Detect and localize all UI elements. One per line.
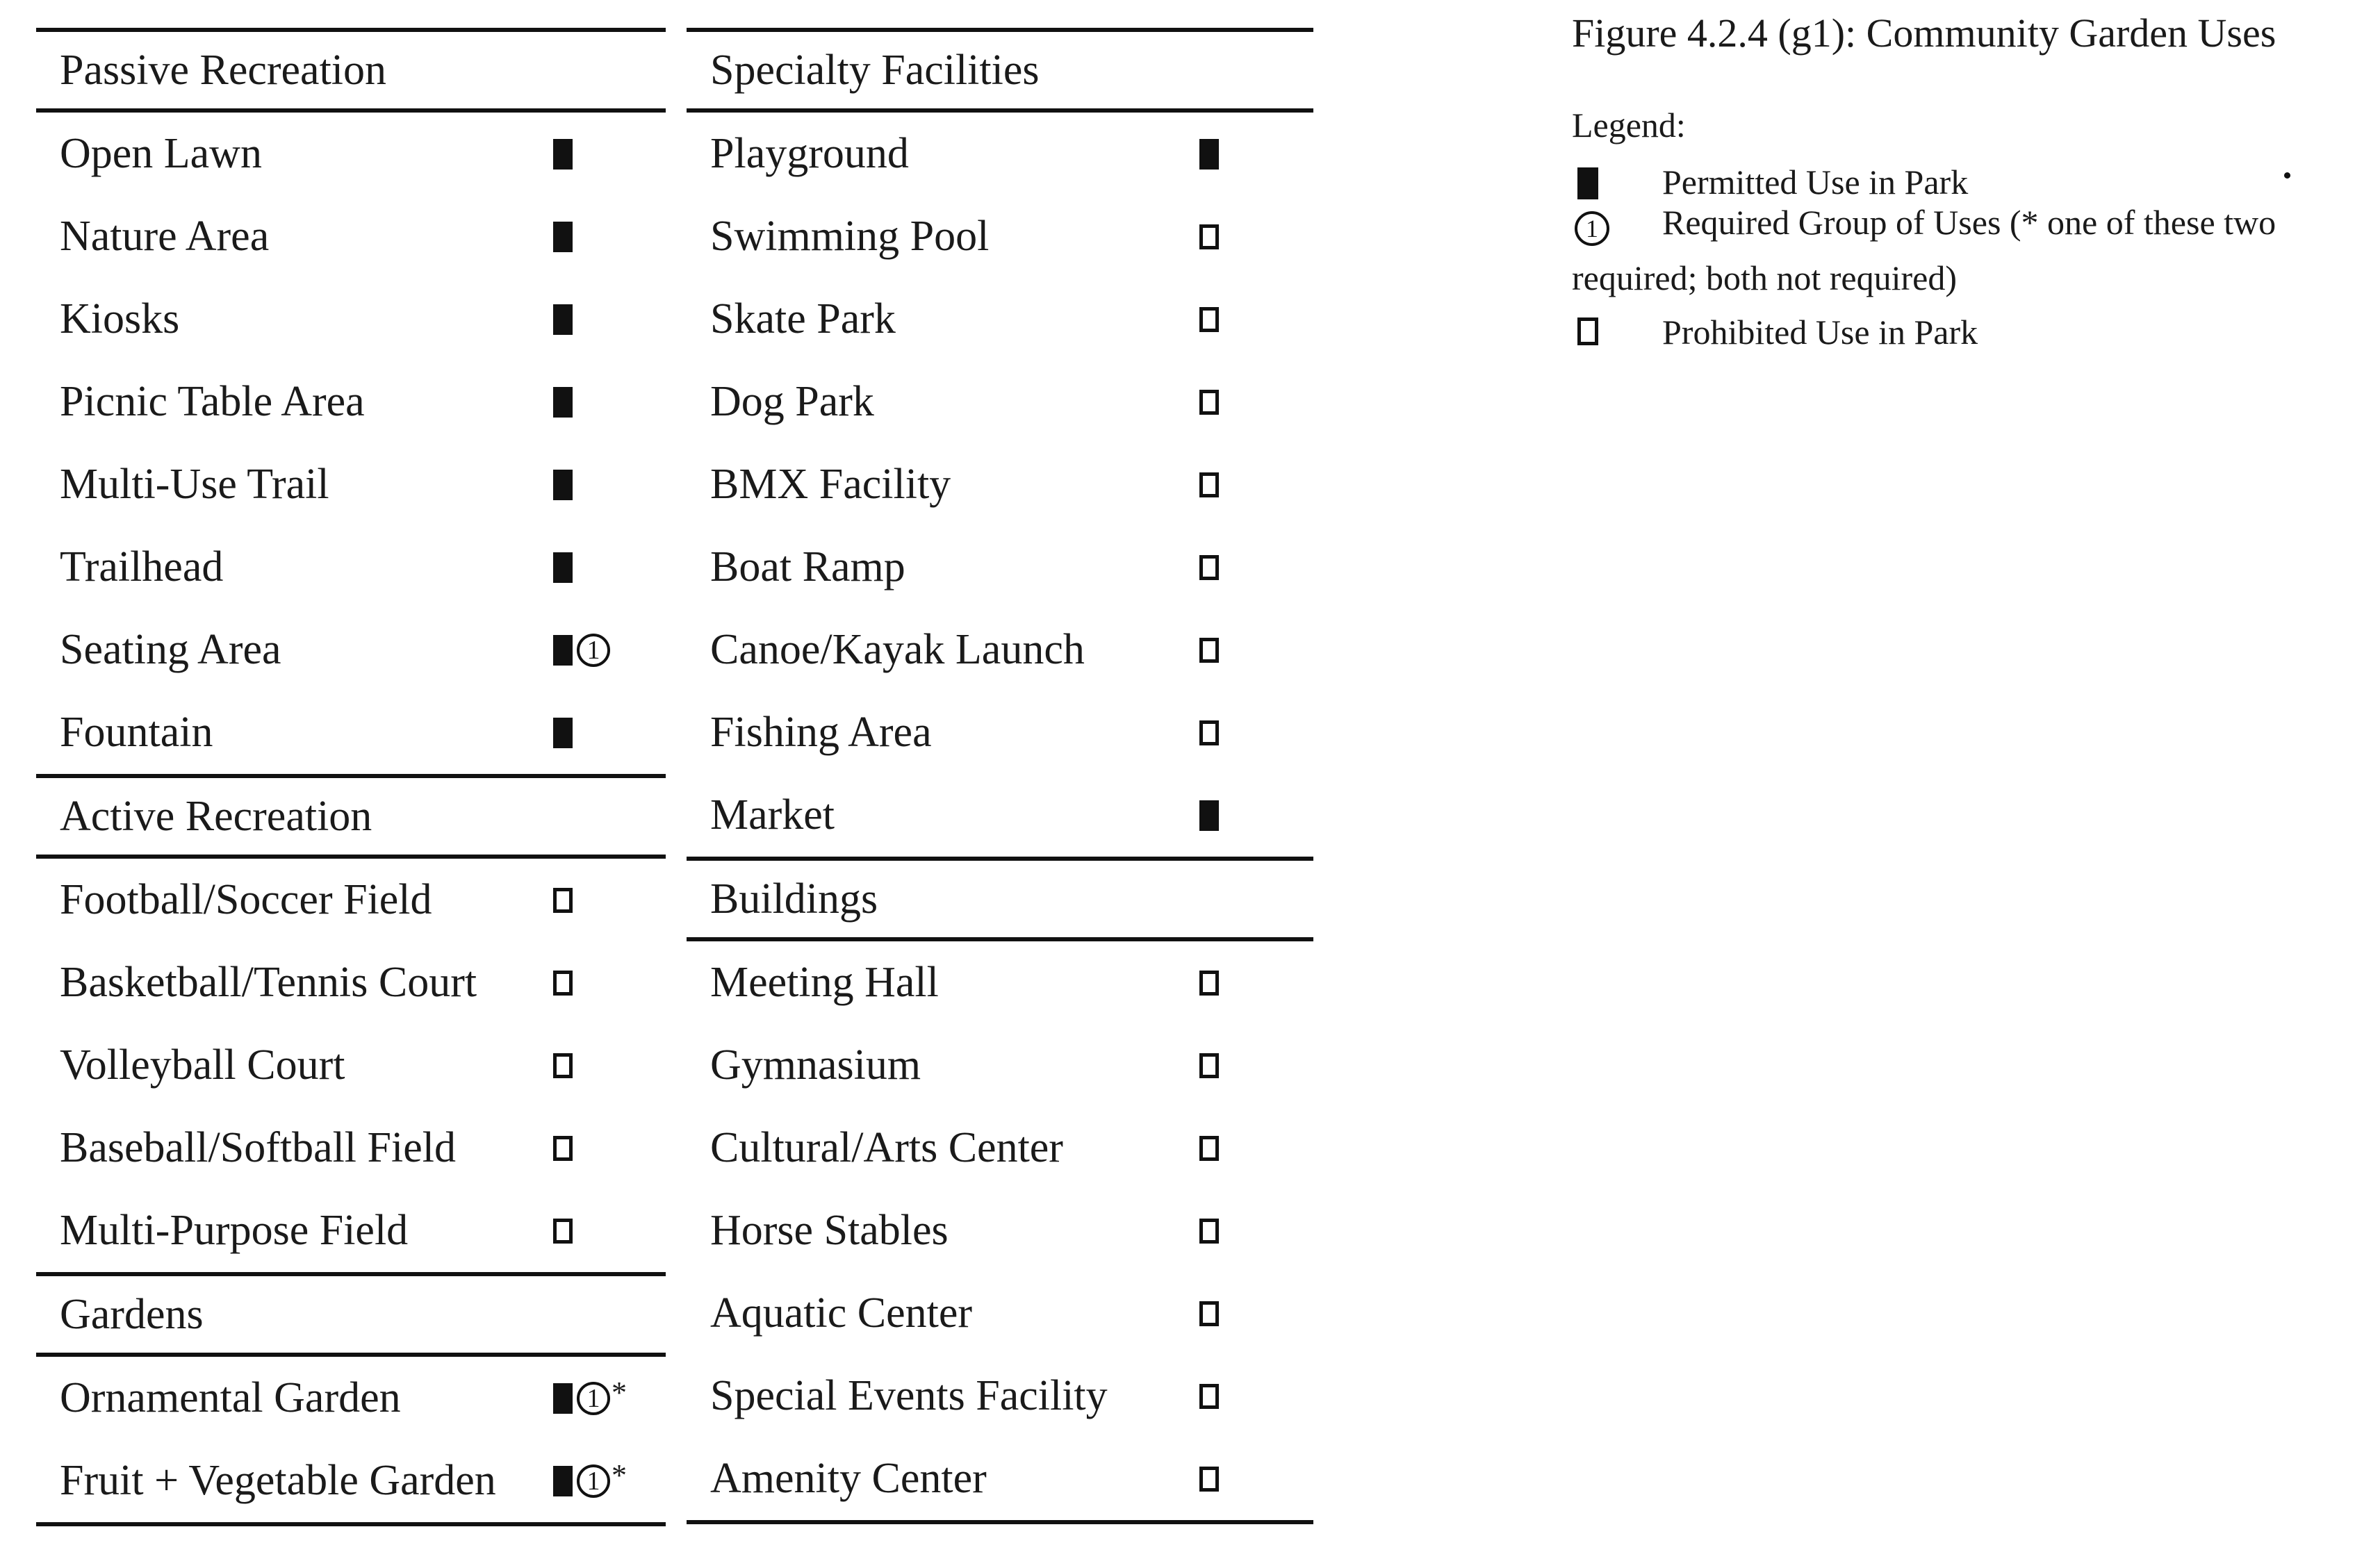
use-row-baseball-softball-field (36, 1107, 666, 1189)
use-row-fishing-area (687, 691, 1313, 774)
permitted-square-icon (1199, 139, 1219, 170)
required-group-circle-icon: 1 (1575, 205, 1609, 246)
prohibited-square-icon (1199, 720, 1219, 745)
use-row-trailhead (36, 526, 666, 609)
use-symbol (1199, 774, 1219, 857)
legend-required-group-text: Required Group of Uses (* one of these two (1662, 203, 2276, 242)
stray-dot-mark (2284, 172, 2290, 179)
use-symbol (1199, 1355, 1219, 1437)
use-label: Football/Soccer Field (60, 876, 432, 923)
permitted-square-icon (553, 139, 573, 170)
use-row-football-soccer-field (36, 859, 666, 941)
use-label: Canoe/Kayak Launch (710, 626, 1085, 673)
use-row-canoe-kayak-launch (687, 609, 1313, 691)
permitted-square-icon (553, 1383, 573, 1414)
required-group-circle-icon: 1 (577, 1464, 610, 1498)
prohibited-square-icon (1199, 1384, 1219, 1409)
use-label: Amenity Center (710, 1455, 987, 1502)
use-row-special-events-facility (687, 1355, 1313, 1437)
use-label: Fishing Area (710, 709, 932, 756)
use-symbol (1199, 195, 1219, 278)
use-label: Fruit + Vegetable Garden (60, 1457, 496, 1504)
use-label: Gymnasium (710, 1041, 921, 1089)
use-row-market (687, 774, 1313, 857)
use-symbol (1199, 526, 1219, 609)
use-symbol (1199, 941, 1219, 1024)
prohibited-square-icon (553, 1136, 573, 1161)
required-group-circle-icon: 1 (577, 634, 610, 667)
legend-item-permitted (1572, 162, 2350, 202)
prohibited-square-icon (1199, 971, 1219, 996)
use-symbol (553, 941, 573, 1024)
rule (687, 1520, 1313, 1524)
use-label: Seating Area (60, 626, 281, 673)
section-title-passive-recreation: Passive Recreation (60, 47, 387, 94)
permitted-square-icon (553, 222, 573, 252)
use-label: Nature Area (60, 213, 270, 260)
use-label: BMX Facility (710, 461, 951, 508)
use-symbol (1199, 113, 1219, 195)
prohibited-square-icon (1199, 307, 1219, 332)
use-row-dog-park (687, 361, 1313, 443)
use-symbol (1199, 278, 1219, 361)
use-symbol (553, 859, 573, 941)
permitted-square-icon (553, 304, 573, 335)
use-row-open-lawn (36, 113, 666, 195)
section-title-gardens: Gardens (60, 1291, 204, 1338)
prohibited-square-icon (1199, 1053, 1219, 1078)
use-label: Ornamental Garden (60, 1374, 401, 1421)
active-recreation-rows (36, 859, 666, 1272)
use-symbol (553, 113, 573, 195)
use-row-cultural-arts-center (687, 1107, 1313, 1189)
use-row-meeting-hall (687, 941, 1313, 1024)
permitted-square-icon (553, 1466, 573, 1496)
use-row-amenity-center (687, 1437, 1313, 1520)
use-symbol (553, 609, 610, 691)
use-symbol (553, 195, 573, 278)
buildings-rows (687, 941, 1313, 1520)
left-uses-column (36, 28, 666, 1526)
prohibited-square-icon (1199, 1467, 1219, 1492)
use-symbol (1199, 1189, 1219, 1272)
use-row-multi-purpose-field (36, 1189, 666, 1272)
use-symbol (553, 443, 573, 526)
use-row-swimming-pool (687, 195, 1313, 278)
use-symbol (553, 691, 573, 774)
prohibited-square-icon (553, 1053, 573, 1078)
use-symbol (553, 361, 573, 443)
use-label: Meeting Hall (710, 959, 939, 1006)
section-title-specialty-facilities: Specialty Facilities (710, 47, 1040, 94)
use-row-basketball-tennis-court (36, 941, 666, 1024)
legend-item-required-group (1572, 202, 2350, 242)
use-label: Special Events Facility (710, 1372, 1108, 1419)
use-label: Skate Park (710, 295, 896, 343)
use-row-aquatic-center (687, 1272, 1313, 1355)
use-row-boat-ramp (687, 526, 1313, 609)
permitted-square-icon (553, 387, 573, 418)
legend-required-group-continuation: required; both not required) (1572, 258, 1957, 297)
rule (36, 1522, 666, 1526)
use-label: Kiosks (60, 295, 180, 343)
use-symbol (553, 1189, 573, 1272)
use-symbol (1199, 361, 1219, 443)
section-title-active-recreation: Active Recreation (60, 793, 372, 840)
use-symbol (1199, 443, 1219, 526)
prohibited-square-icon (553, 888, 573, 913)
use-symbol (1199, 691, 1219, 774)
use-symbol (553, 1107, 573, 1189)
use-row-picnic-table-area (36, 361, 666, 443)
prohibited-square-icon (1199, 472, 1219, 497)
permitted-square-icon (553, 552, 573, 583)
permitted-square-icon (1199, 800, 1219, 831)
specialty-facilities-rows (687, 113, 1313, 857)
use-symbol (553, 1439, 627, 1522)
use-label: Playground (710, 130, 909, 177)
prohibited-square-icon (1199, 1301, 1219, 1326)
permitted-square-icon (553, 635, 573, 666)
asterisk-mark: * (612, 1376, 627, 1410)
use-row-skate-park (687, 278, 1313, 361)
permitted-square-icon (1577, 167, 1598, 199)
use-symbol (553, 1357, 627, 1439)
prohibited-square-icon (553, 1219, 573, 1244)
use-row-multi-use-trail (36, 443, 666, 526)
figure-legend-panel (1572, 10, 2350, 352)
use-symbol (1199, 1024, 1219, 1107)
required-group-circle-icon: 1 (577, 1382, 610, 1415)
gardens-rows (36, 1357, 666, 1522)
use-label: Multi-Purpose Field (60, 1207, 409, 1254)
use-label: Multi-Use Trail (60, 461, 329, 508)
prohibited-square-icon (1577, 317, 1598, 345)
section-title-buildings: Buildings (710, 875, 878, 923)
use-row-bmx-facility (687, 443, 1313, 526)
use-label: Basketball/Tennis Court (60, 959, 477, 1006)
permitted-square-icon (553, 718, 573, 748)
use-row-fountain (36, 691, 666, 774)
use-row-fruit-vegetable-garden (36, 1439, 666, 1522)
legend-title: Legend: (1572, 106, 1686, 145)
figure-title: Figure 4.2.4 (g1): Community Garden Uses (1572, 10, 2276, 56)
use-label: Horse Stables (710, 1207, 949, 1254)
use-label: Cultural/Arts Center (710, 1124, 1063, 1171)
passive-recreation-rows (36, 113, 666, 774)
asterisk-mark: * (612, 1458, 627, 1492)
use-label: Boat Ramp (710, 543, 905, 591)
use-row-horse-stables (687, 1189, 1313, 1272)
use-row-ornamental-garden (36, 1357, 666, 1439)
prohibited-square-icon (1199, 555, 1219, 580)
use-symbol (1199, 609, 1219, 691)
permitted-square-icon (553, 470, 573, 500)
use-label: Open Lawn (60, 130, 262, 177)
legend-permitted-text: Permitted Use in Park (1662, 163, 1969, 201)
use-label: Aquatic Center (710, 1289, 973, 1337)
use-row-gymnasium (687, 1024, 1313, 1107)
use-label: Swimming Pool (710, 213, 990, 260)
use-label: Trailhead (60, 543, 224, 591)
use-label: Dog Park (710, 378, 874, 425)
use-label: Market (710, 791, 835, 839)
use-label: Volleyball Court (60, 1041, 345, 1089)
right-uses-column (687, 28, 1313, 1524)
use-symbol (1199, 1272, 1219, 1355)
prohibited-square-icon (1199, 638, 1219, 663)
use-symbol (553, 526, 573, 609)
prohibited-square-icon (1199, 1136, 1219, 1161)
use-label: Fountain (60, 709, 213, 756)
use-row-seating-area (36, 609, 666, 691)
legend-prohibited-text: Prohibited Use in Park (1662, 313, 1978, 352)
prohibited-square-icon (1199, 1219, 1219, 1244)
use-symbol (553, 278, 573, 361)
prohibited-square-icon (553, 971, 573, 996)
use-symbol (1199, 1437, 1219, 1520)
legend-item-prohibited (1572, 312, 2350, 352)
use-row-kiosks (36, 278, 666, 361)
use-row-nature-area (36, 195, 666, 278)
prohibited-square-icon (1199, 224, 1219, 249)
use-row-volleyball-court (36, 1024, 666, 1107)
use-symbol (553, 1024, 573, 1107)
use-symbol (1199, 1107, 1219, 1189)
use-row-playground (687, 113, 1313, 195)
prohibited-square-icon (1199, 390, 1219, 415)
use-label: Picnic Table Area (60, 378, 365, 425)
use-label: Baseball/Softball Field (60, 1124, 456, 1171)
